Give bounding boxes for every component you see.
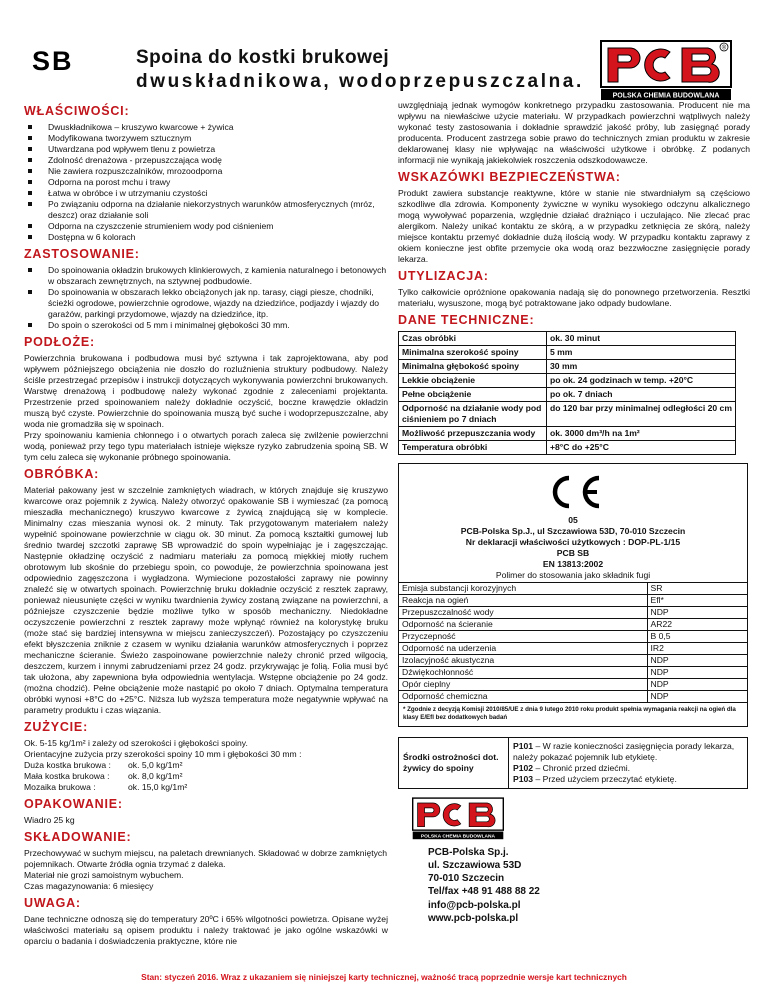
consumption-value: ok. 8,0 kg/1m² (128, 771, 183, 781)
product-title-line2: dwuskładnikowa, wodoprzepuszczalna. (136, 71, 584, 92)
left-column (24, 100, 388, 947)
list-item: Modyfikowana tworzywem sztucznym (26, 133, 388, 144)
phone-fax: Tel/fax +48 91 488 88 22 (428, 886, 540, 898)
table-cell: SR (647, 583, 747, 595)
table-row (399, 332, 736, 346)
table-cell: Odporność chemiczna (399, 691, 647, 703)
list-item: Odporna na czyszczenie strumieniem wody pod ciśnieniem (26, 221, 388, 232)
precaution-text: – W razie konieczności zasięgnięcia porady lekarza, należy pokazać pojemnik lub etykietę. (513, 740, 735, 762)
table-row (399, 402, 736, 427)
precaution-text: – Chronić przed dziećmi. (533, 762, 631, 773)
table-cell: +8°C do +25°C (547, 441, 736, 455)
ce-standard: EN 13813:2002 (542, 559, 604, 569)
consumption-line: Ok. 5-15 kg/1m² i zależy od szerokości i głębokości spoiny. (24, 738, 248, 748)
table-cell: po ok. 7 dniach (547, 388, 736, 402)
section-heading-wlasciwosci: WŁAŚCIWOŚCI: (24, 104, 130, 118)
website: www.pcb-polska.pl (428, 912, 519, 924)
table-cell: NDP (647, 679, 747, 691)
table-cell: NDP (647, 607, 747, 619)
table-row (399, 427, 736, 441)
ce-usage: Polimer do stosowania jako składnik fugi (495, 570, 651, 580)
table-row (399, 374, 736, 388)
table-row (399, 667, 747, 679)
precautions-table (398, 737, 748, 789)
consumption-label: Mozaika brukowa : (24, 782, 96, 792)
table-row (399, 737, 748, 788)
list-item: Dostępna w 6 kolorach (26, 232, 388, 243)
ce-footnote: * Zgodnie z decyzją Komisji 2010/85/UE z dnia 9 lutego 2010 roku produkt spełnia wymagania reakcji na ogień dla klasy E/Efl bez dodatkowych badań (403, 706, 736, 721)
table-cell: AR22 (647, 619, 747, 631)
table-row (399, 607, 747, 619)
table-cell: Przepuszczalność wody (399, 607, 647, 619)
performance-table (399, 582, 747, 703)
application-list (26, 265, 388, 331)
table-cell: Emisja substancji korozyjnych (399, 583, 647, 595)
product-code: SB (32, 46, 74, 76)
list-item: Zdolność drenażowa - przepuszczająca wodę (26, 155, 388, 166)
list-item: Łatwa w obróbce i w utrzymaniu czystości (26, 188, 388, 199)
contact-block (412, 797, 750, 925)
table-cell: Pełne obciążenie (399, 388, 547, 402)
consumption-label: Mała kostka brukowa : (24, 771, 110, 781)
table-row (399, 583, 747, 595)
logo-tagline: POLSKA CHEMIA BUDOWLANA (420, 834, 496, 840)
table-row (399, 631, 747, 643)
table-cell: Temperatura obróbki (399, 441, 547, 455)
table-cell: Opór cieplny (399, 679, 647, 691)
list-item: Do spoin o szerokości od 5 mm i minimalnej głębokości 30 mm. (26, 320, 388, 331)
table-cell: Reakcja na ogień (399, 595, 647, 607)
product-title-line1: Spoina do kostki brukowej (136, 47, 390, 68)
storage-line: Materiał nie grozi samoistnym wybuchem. (24, 870, 184, 880)
list-item: Nie zawiera rozpuszczalników, mrozoodporna (26, 166, 388, 177)
consumption-row (24, 782, 388, 793)
ce-product: PCB SB (556, 548, 590, 558)
table-cell: do 120 bar przy minimalnej odległości 20 cm (547, 402, 736, 427)
note-paragraph-continued: uwzględniają jednak wymogów konkretnego przypadku zastosowania. Producent nie ma wpływu na niewłaściwe użycie materiału. W przypadkach powierzchni wątpliwych należy wykonać testy zastosowania i dokładnie sprawdzić jakość próby, lub zasięgnąć porady producenta. Producent zastrzega sobie prawo do technicznych zmian produktu w zakresie deklarowanej klasy nie wpływając na właściwości użytkowe i obróbkę. Z podanych informacji nie wynikają jakiekolwiek roszczenia odszkodowawcze. (398, 100, 750, 165)
right-column (398, 100, 750, 925)
table-row (399, 360, 736, 374)
table-cell: Odporność na uderzenia (399, 643, 647, 655)
table-row (399, 346, 736, 360)
list-item: Po związaniu odporna na działanie niekorzystnych warunków atmosferycznych (mróz, deszcz) oraz działanie soli (26, 199, 388, 221)
processing-paragraph: Materiał pakowany jest w szczelnie zamkniętych wiadrach, w których znajduje się kruszywo kwarcowe oraz pojemnik z żywicą. Należy otworzyć opakowanie SB i wymieszać (za pomocą mieszadła mechanicznego) kruszywo kwarcowe z żywicą znajdującą się w komplecie. Minimalny czas mieszania wynosi ok. 2 minuty. Tak przygotowanym materiałem należy wypełnić spoinowane powierzchnie w ciągu ok. 30 minut. Za pomocą kształtki gumowej lub średnio twardej szczotki zaprawę SB wprowadzić do spoin wypełniając je i zagęszczając. Następnie okładzinę oczyścić z nadmiaru materiału za pomocą miękkiej miotły ruchem obrotowym lub skośnie do przebiegu spoin, co powoduje, że powierzchnia spoinowana jest odpowiednio zagęszczona i wygładzona. Wymiecione pozostałości zaprawy nie powinny znaleźć się w otwartych spoinach. Powierzchnię bruku dokładnie oczyścić z resztek zaprawy, ponieważ nieusunięte części w wyniku twardnienia żywicy zostaną związane na powierzchni, a późniejsze czyszczenie będzie możliwe tylko w sposób mechaniczny. Niedokładne oczyszczenie powierzchni z resztek zaprawy może wpłynąć również na kolorystykę bruku (może stać się bardziej intensywna w miejscu zanieczyszczeń). Pozostający po czyszczeniu efekt błyszczenia zniknie z czasem w wyniku działania warunków atmosferycznych i poprzez mechaniczne ścieranie. Świeżo zaspoinowane powierzchnie należy chronić przed wilgocią, deszczem, kurzem i innymi zabrudzeniami przez 24 godz. przykrywając je folią. Folia musi być tak ułożona, aby zapewniona była odpowiednia wentylacja. Wstępne obciążenie po 24 godz. (można chodzić). Pełne obciążenie może nastąpić po około 7 dniach. Optymalna temperatura obróbki wynosi +8°C do +25°C. Niższa lub wyższa temperatura może negatywnie wpływać na parametry produktu i czas wiązania. (24, 485, 388, 715)
consumption-row (24, 760, 388, 771)
precaution-item (513, 763, 743, 774)
table-row (399, 691, 747, 703)
registered-mark: ® (721, 45, 727, 52)
section-heading-skladowanie: SKŁADOWANIE: (24, 830, 132, 844)
precaution-code: P102 (513, 762, 534, 773)
street-address: ul. Szczawiowa 53D (428, 860, 522, 872)
precautions-list (509, 737, 748, 788)
table-cell: IR2 (647, 643, 747, 655)
table-row (399, 679, 747, 691)
table-cell: Odporność na ścieranie (399, 619, 647, 631)
table-cell: Lekkie obciążenie (399, 374, 547, 388)
precautions-label: Środki ostrożności dot. żywicy do spoiny (399, 737, 509, 788)
city-address: 70-010 Szczecin (428, 873, 505, 885)
table-cell: Izolacyjność akustyczna (399, 655, 647, 667)
table-cell: Odporność na działanie wody pod ciśnieniem po 7 dniach (399, 402, 547, 427)
consumption-row (24, 771, 388, 782)
table-row (399, 619, 747, 631)
table-row (399, 388, 736, 402)
safety-paragraph: Produkt zawiera substancje reaktywne, które w stanie nie stwardniałym są częściowo szkodliwe dla zdrowia. Komponenty żywiczne w wyniku wysokiego odczynu alkalicznego mogą wywoływać poparzenia, względnie działać drażniąco i uczulająco. Nie zlecać prac alergikom. Należy unikać kontaktu ze skórą, a w przypadku zetknięcia ze skórą, należy miejsce kontaktu przemyć dokładnie dużą ilością wody. W przypadku kontaktu zaprawy z okiem konieczne jest obfite przemycie oka wodą oraz bezzwłoczne zasięgnięcie porady lekarza. (398, 188, 750, 264)
section-heading-dane: DANE TECHNICZNE: (398, 313, 535, 327)
precaution-item (513, 741, 743, 763)
consumption-line: Orientacyjne zużycia przy szerokości spoiny 10 mm i głębokości 30 mm : (24, 749, 302, 759)
table-cell: Czas obróbki (399, 332, 547, 346)
contact-info (428, 846, 750, 925)
footer-note: Stan: styczeń 2016. Wraz z ukazaniem się niniejszej karty technicznej, ważność tracą poprzednie wersje kart technicznych (141, 972, 627, 982)
substrate-paragraph-2: Przy spoinowaniu kamienia chłonnego i o otwartych porach zaleca się zwilżenie powierzchni wodą, ponieważ przy tego typu materiałach istnieje większe ryzyko zabrudzenia spoiną SB. W tym celu zaleca się wykonanie próbnego spoinowania. (24, 430, 388, 462)
table-cell: Przyczepność (399, 631, 647, 643)
precaution-item (513, 774, 743, 785)
ce-number: 05 (568, 515, 578, 525)
section-heading-zuzycie: ZUŻYCIE: (24, 720, 89, 734)
disposal-paragraph: Tylko całkowicie opróżnione opakowania nadają się do ponownego przetworzenia. Resztki materiału, wysuszone, mogą być potraktowane jako odpady budowlane. (398, 287, 750, 308)
note-paragraph: Dane techniczne odnoszą się do temperatury 20ºC i 65% wilgotności powietrza. Opisane wyżej właściwości materiału są opisem produktu i należy traktować je jako ogólne wskazówki w oparciu o badania i doświadczenia praktyczne, które nie (24, 914, 388, 946)
table-cell: Możliwość przepuszczania wody (399, 427, 547, 441)
table-row (399, 655, 747, 667)
section-heading-obrobka: OBRÓBKA: (24, 467, 100, 481)
ce-mark-icon (543, 472, 603, 512)
table-cell: Minimalna szerokość spoiny (399, 346, 547, 360)
table-cell: NDP (647, 691, 747, 703)
precaution-code: P103 (513, 773, 534, 784)
technical-data-table (398, 331, 736, 455)
pcb-logo-small (412, 797, 504, 841)
section-heading-zastosowanie: ZASTOSOWANIE: (24, 247, 140, 261)
table-cell: ok. 3000 dm³/h na 1m² (547, 427, 736, 441)
table-cell: po ok. 24 godzinach w temp. +20°C (547, 374, 736, 388)
list-item: Dwuskładnikowa – kruszywo kwarcowe + żywica (26, 122, 388, 133)
section-heading-uwaga: UWAGA: (24, 896, 81, 910)
substrate-paragraph: Powierzchnia brukowana i podbudowa musi być sztywna i tak zaprojektowana, aby pod wpływem późniejszego obciążenia nie doszło do rozluźnienia struktury podbudowy. Należy ściśle przestrzegać przepisów i instrukcji dotyczących wykonywania powierzchni brukowanych. Warstwę drenażową i podbudowę należy wykonać zgodnie z zaleceniami projektanta. Przestrzenie przed spoinowaniem należy dokładnie oczyścić, boczne krawędzie okładzin muszą być czyste. Powierzchnie do spoinowania muszą być suche i wodoprzepuszczalne, aby woda nie gromadziła się w spoinach. (24, 353, 388, 429)
table-cell: B 0,5 (647, 631, 747, 643)
table-row (399, 643, 747, 655)
company-name: PCB-Polska Sp.j. (428, 846, 509, 858)
table-cell: Dźwiękochłonność (399, 667, 647, 679)
section-heading-utylizacja: UTYLIZACJA: (398, 269, 489, 283)
logo-tagline: POLSKA CHEMIA BUDOWLANA (612, 92, 720, 100)
properties-list (26, 122, 388, 243)
storage-line: Przechowywać w suchym miejscu, na paletach drewnianych. Składować w dobrze zamkniętych pojemnikach. Otwarte źródła ognia trzymać z daleka. (24, 848, 388, 869)
ce-declaration-box (398, 463, 748, 727)
table-cell: NDP (647, 667, 747, 679)
email-address: info@pcb-polska.pl (428, 899, 521, 911)
ce-mark (399, 464, 747, 515)
precaution-text: – Przed użyciem przeczytać etykietę. (533, 773, 677, 784)
list-item: Do spoinowania okładzin brukowych klinkierowych, z kamienia naturalnego i betonowych w obszarach zewnętrznych, na sztywnej podbudowie. (26, 265, 388, 287)
section-heading-bhp: WSKAZÓWKI BEZPIECZEŃSTWA: (398, 170, 621, 184)
precaution-code: P101 (513, 740, 534, 751)
table-cell: Minimalna głębokość spoiny (399, 360, 547, 374)
table-row (399, 441, 736, 455)
table-cell: 5 mm (547, 346, 736, 360)
list-item: Odporna na porost mchu i trawy (26, 177, 388, 188)
table-cell: 30 mm (547, 360, 736, 374)
section-heading-opakowanie: OPAKOWANIE: (24, 797, 123, 811)
list-item: Do spoinowania w obszarach lekko obciążonych jak np. tarasy, ciągi piesze, chodniki, ścieżki ogrodowe, powierzchnie ogrodowe, wjazdy na dziedzińce, podjazdy i wjazdy do garażów, parkingi przydomowe, wjazdy na dziedzińce, itp. (26, 287, 388, 320)
ce-company: PCB-Polska Sp.J., ul Szczawiowa 53D, 70-010 Szczecin (460, 526, 686, 536)
storage-line: Czas magazynowania: 6 miesięcy (24, 881, 154, 891)
section-heading-podloze: PODŁOŻE: (24, 335, 95, 349)
packaging-text: Wiadro 25 kg (24, 815, 75, 825)
table-cell: Efl* (647, 595, 747, 607)
consumption-value: ok. 5,0 kg/1m² (128, 760, 183, 770)
table-row (399, 595, 747, 607)
pcb-logo (600, 40, 732, 102)
consumption-label: Duża kostka brukowa : (24, 760, 111, 770)
table-cell: ok. 30 minut (547, 332, 736, 346)
list-item: Utwardzana pod wpływem tlenu z powietrza (26, 144, 388, 155)
consumption-value: ok. 15,0 kg/1m² (128, 782, 188, 792)
table-cell: NDP (647, 655, 747, 667)
ce-declaration: Nr deklaracji właściwości użytkowych : DOP-PL-1/15 (465, 537, 681, 547)
